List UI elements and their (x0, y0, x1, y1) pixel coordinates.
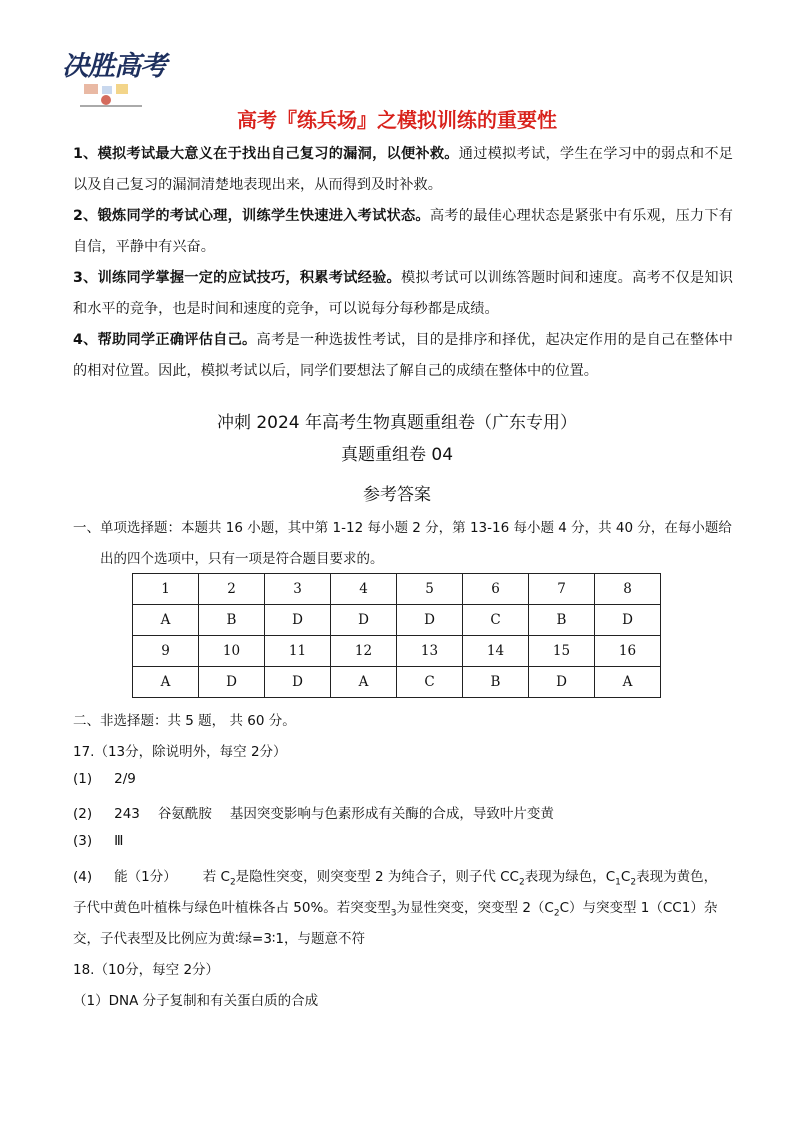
table-cell: 11 (265, 636, 331, 667)
answer-text: 谷氨酰胺 (157, 806, 212, 822)
table-cell: 3 (265, 574, 331, 605)
table-cell: C (463, 605, 529, 636)
answer-text: 表现为绿色，C (524, 869, 616, 885)
table-row (133, 636, 661, 667)
table-cell: 6 (463, 574, 529, 605)
table-cell: B (529, 605, 595, 636)
answer-table (132, 573, 661, 698)
table-row (133, 574, 661, 605)
table-cell: 5 (397, 574, 463, 605)
point-2-text: 高考的最佳心理状态是紧张中有乐观，压力下有自信，平静中有兴奋。 (73, 208, 733, 255)
table-row (133, 605, 661, 636)
point-3-bold: 3、训练同学掌握一定的应试技巧，积累考试经验。 (73, 270, 401, 286)
answer-text: 243 (114, 806, 140, 822)
answer-text: C）与突变型 1（CC1）杂 (559, 900, 718, 916)
table-cell: A (133, 605, 199, 636)
section1-line1: 一、单项选择题：本题共 16 小题，其中第 1-12 每小题 2 分，第 13-16 每小题 4 分，共 40 分，在每小题给 (73, 520, 732, 536)
answer-text: C (620, 869, 631, 885)
q17-answer-4 (73, 865, 717, 888)
subscript: 1 (615, 877, 621, 888)
table-cell: 7 (529, 574, 595, 605)
table-cell: A (595, 667, 661, 698)
table-cell: 16 (595, 636, 661, 667)
table-cell: 13 (397, 636, 463, 667)
table-cell: D (199, 667, 265, 698)
q17-answer-1 (73, 771, 136, 787)
table-cell: D (397, 605, 463, 636)
answers-heading: 参考答案 (363, 485, 431, 505)
logo (58, 40, 178, 110)
point-1 (73, 139, 733, 201)
exam-title: 冲刺 2024 年高考生物真题重组卷（广东专用） (216, 413, 578, 433)
point-4-text: 高考是一种选拔性考试，目的是排序和择优，起决定作用的是自己在整体中的相对位置。因此，模拟考试以后，同学们要想法了解自己的成绩在整体中的位置。 (73, 332, 733, 379)
point-2 (73, 201, 733, 263)
point-3 (73, 263, 733, 325)
logo-text: 决胜高考 (62, 51, 166, 82)
table-cell: D (595, 605, 661, 636)
table-cell: 2 (199, 574, 265, 605)
point-1-text: 通过模拟考试，学生在学习中的弱点和不足以及自己复习的漏洞清楚地表现出来，从而得到及时补救。 (73, 146, 733, 193)
q17-answer-2 (73, 802, 554, 822)
q17-answer-3 (73, 833, 123, 849)
answer-text: Ⅲ (114, 833, 124, 849)
exam-subtitle: 真题重组卷 04 (340, 445, 454, 465)
answer-text: 表现为黄色， (636, 869, 718, 885)
table-cell: 12 (331, 636, 397, 667)
table-cell: D (265, 667, 331, 698)
answer-number: (2) (73, 806, 93, 822)
q17-answer-4-line3: 交，子代表型及比例应为黄∶绿=3∶1，与题意不符 (73, 931, 366, 947)
table-cell: 15 (529, 636, 595, 667)
table-cell: A (331, 667, 397, 698)
table-cell: D (529, 667, 595, 698)
q17-answer-4-line2 (73, 896, 717, 919)
q17-heading: 17.（13分，除说明外，每空 2分） (73, 744, 287, 760)
answer-text: 为显性突变，突变型 2（C (396, 900, 554, 916)
subscript: 2 (553, 908, 560, 919)
answer-text: 是隐性突变，则突变型 2 为纯合子，则子代 CC (235, 869, 519, 885)
answer-number: (4) (73, 869, 93, 885)
point-4-bold: 4、帮助同学正确评估自己。 (73, 332, 257, 348)
answer-number: (3) (73, 833, 93, 849)
section1-line2: 出的四个选项中，只有一项是符合题目要求的。 (100, 551, 384, 567)
subscript: 2 (229, 877, 236, 888)
q18-heading: 18.（10分，每空 2分） (73, 962, 220, 978)
table-cell: 9 (133, 636, 199, 667)
table-row (133, 667, 661, 698)
answer-number: (1) (73, 771, 93, 787)
table-cell: 14 (463, 636, 529, 667)
point-4 (73, 325, 733, 387)
point-1-bold: 1、模拟考试最大意义在于找出自己复习的漏洞，以便补救。 (73, 146, 459, 162)
table-cell: A (133, 667, 199, 698)
table-cell: C (397, 667, 463, 698)
table-cell: 1 (133, 574, 199, 605)
table-cell: 10 (199, 636, 265, 667)
answer-text: 若 C (202, 869, 230, 885)
table-cell: B (199, 605, 265, 636)
table-cell: 8 (595, 574, 661, 605)
answer-text: 2/9 (114, 771, 136, 787)
table-cell: B (463, 667, 529, 698)
subscript: 3 (390, 908, 397, 919)
subscript: 2 (630, 877, 637, 888)
table-cell: D (265, 605, 331, 636)
point-3-text: 模拟考试可以训练答题时间和速度。高考不仅是知识和水平的竞争，也是时间和速度的竞争，可以说每分每秒都是成绩。 (73, 270, 733, 317)
subscript: 2 (519, 877, 525, 888)
point-2-bold: 2、锻炼同学的考试心理，训练学生快速进入考试状态。 (73, 208, 430, 224)
answer-text: 能（1分） (114, 869, 177, 885)
table-cell: D (331, 605, 397, 636)
answer-text: 基因突变影响与色素形成有关酶的合成，导致叶片变黄 (229, 806, 554, 822)
page-title: 高考『练兵场』之模拟训练的重要性 (237, 108, 557, 132)
q18-answer-1: （1）DNA 分子复制和有关蛋白质的合成 (73, 993, 319, 1009)
section2-heading: 二、非选择题：共 5 题， 共 60 分。 (73, 713, 296, 729)
answer-text: 子代中黄色叶植株与绿色叶植株各占 50%。若突变型 (73, 900, 391, 916)
table-cell: 4 (331, 574, 397, 605)
